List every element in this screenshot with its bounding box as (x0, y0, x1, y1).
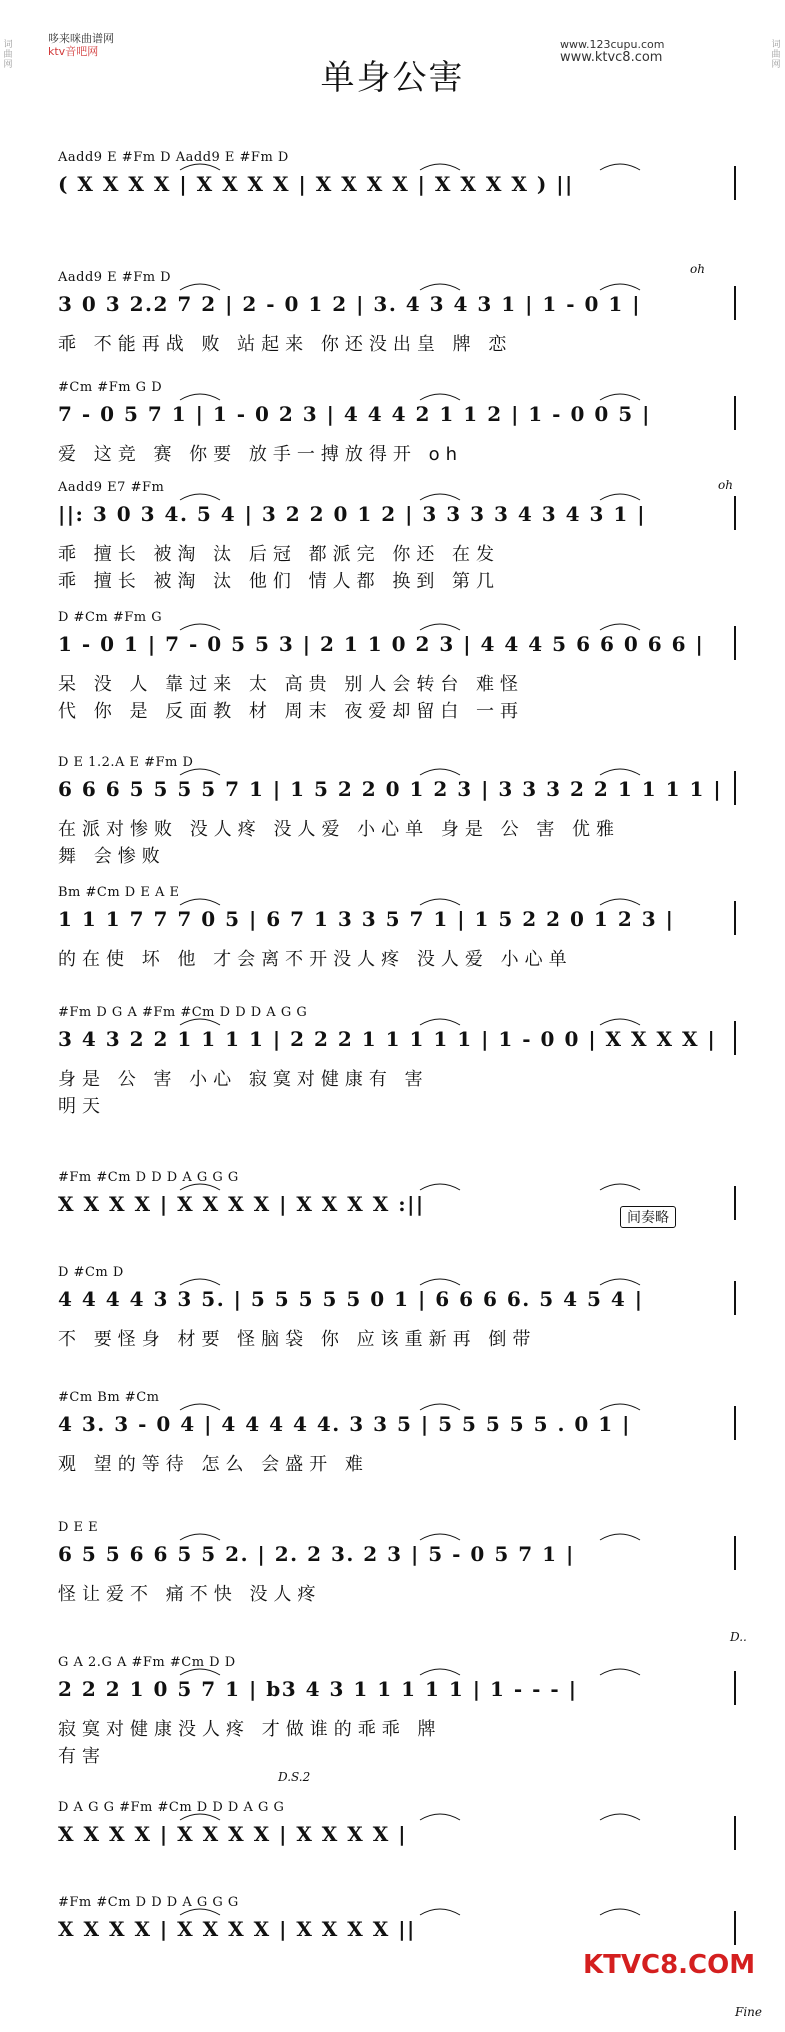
slur (600, 1909, 640, 1915)
oh-annotation-2: oh (718, 478, 733, 492)
side-watermark-strip-right (770, 40, 782, 2000)
notation-line: X X X X | X X X X | X X X X | (58, 1822, 408, 1846)
notation-line: 4 3. 3 - 0 4 | 4 4 4 4 4. 3 3 5 | 5 5 5 5 5 . 0 1 | (58, 1412, 631, 1436)
chord-line: #Fm #Cm D D D A G G G (58, 1895, 239, 1910)
lyric-line: 代 你 是 反面教 材 周末 夜爱却留白 一再 (58, 701, 525, 722)
slur (600, 624, 640, 630)
slur (420, 284, 460, 290)
slur (600, 1019, 640, 1025)
chord-line: D E 1.2.A E #Fm D (58, 755, 194, 770)
chord-line: #Cm Bm #Cm (58, 1390, 160, 1405)
lyric-line: 乖 擅长 被淘 汰 他们 情人都 换到 第几 (58, 571, 501, 592)
slur (180, 284, 220, 290)
slur (180, 1279, 220, 1285)
ktvc8-logo: KTVC8.COM (583, 1950, 756, 1980)
notation-line: 4 4 4 4 3 3 5. | 5 5 5 5 5 0 1 | 6 6 6 6. 5 4 5 4 | (58, 1287, 644, 1311)
chord-line: D #Cm D (58, 1265, 124, 1280)
chord-line: #Fm D G A #Fm #Cm D D D A G G (58, 1005, 308, 1020)
side-text: 词曲网 (3, 40, 13, 70)
slur (420, 1534, 460, 1540)
lyric-line: 身是 公 害 小心 寂寞对健康有 害 (58, 1069, 429, 1090)
notation-line: 2 2 2 1 0 5 7 1 | b3 4 3 1 1 1 1 1 | 1 - - - | (58, 1677, 578, 1701)
slur (600, 164, 640, 170)
side-text: 词曲网 (771, 40, 781, 70)
slur (600, 1404, 640, 1410)
notation-line: 3 0 3 2.2 7 2 | 2 - 0 1 2 | 3. 4 3 4 3 1 | 1 - 0 1 | (58, 292, 642, 316)
slur (180, 899, 220, 905)
notation-line: 1 1 1 7 7 7 0 5 | 6 7 1 3 3 5 7 1 | 1 5 2 2 0 1 2 3 | (58, 907, 675, 931)
slur (600, 1279, 640, 1285)
slur (600, 394, 640, 400)
chord-line: D A G G #Fm #Cm D D D A G G (58, 1800, 285, 1815)
site-name-right-1: www.123cupu.com (560, 38, 665, 51)
notation-line: X X X X | X X X X | X X X X :|| (58, 1192, 425, 1216)
chord-line: Aadd9 E7 #Fm (58, 480, 165, 495)
chord-line: #Fm #Cm D D D A G G G (58, 1170, 239, 1185)
slur (420, 769, 460, 775)
slur (600, 1534, 640, 1540)
lyric-line: 乖 擅长 被淘 汰 后冠 都派完 你还 在发 (58, 544, 501, 565)
lyric-line: 在派对惨败 没人疼 没人爱 小心单 身是 公 害 优雅 (58, 819, 621, 840)
song-title: 单身公害 (320, 58, 465, 98)
lyric-line: 舞 会惨败 (58, 846, 166, 867)
notation-line: ( X X X X | X X X X | X X X X | X X X X ) || (58, 172, 574, 196)
slur (600, 1184, 640, 1190)
site-name-left-2: ktv音吧网 (48, 45, 99, 58)
slur (420, 494, 460, 500)
slur (420, 1669, 460, 1675)
fine-mark: Fine (735, 2005, 762, 2019)
slur (180, 494, 220, 500)
slur (420, 1404, 460, 1410)
chord-line: #Cm #Fm G D (58, 380, 163, 395)
chord-line: Aadd9 E #Fm D Aadd9 E #Fm D (58, 150, 289, 165)
lyric-line: 怪让爱不 痛不快 没人疼 (58, 1584, 322, 1605)
chord-line: Bm #Cm D E A E (58, 885, 180, 900)
lyric-line: 不 要怪身 材要 怪脑袋 你 应该重新再 倒带 (58, 1329, 537, 1350)
slur (600, 1814, 640, 1820)
slur (420, 1909, 460, 1915)
lyric-line: 有害 (58, 1746, 106, 1767)
slur (420, 899, 460, 905)
slur (420, 1019, 460, 1025)
notation-line: 3 4 3 2 2 1 1 1 1 | 2 2 2 1 1 1 1 1 | 1 - 0 0 | X X X X | (58, 1027, 717, 1051)
slur (600, 769, 640, 775)
notation-line: 6 5 5 6 6 5 5 2. | 2. 2 3. 2 3 | 5 - 0 5 7 1 | (58, 1542, 575, 1566)
d-dots-mark: D.. (730, 1630, 747, 1644)
slur (600, 284, 640, 290)
notation-line: 7 - 0 5 7 1 | 1 - 0 2 3 | 4 4 4 2 1 1 2 | 1 - 0 0 5 | (58, 402, 651, 426)
lyric-line: 的在使 坏 他 才会离不开没人疼 没人爱 小心单 (58, 949, 573, 970)
slur (180, 1404, 220, 1410)
slur (180, 624, 220, 630)
lyric-line: 观 望的等待 怎么 会盛开 难 (58, 1454, 369, 1475)
interlude-box: 间奏略 (620, 1206, 676, 1228)
slur (420, 624, 460, 630)
notation-line: X X X X | X X X X | X X X X || (58, 1917, 416, 1941)
oh-annotation-1: oh (690, 262, 705, 276)
lyric-line: 明天 (58, 1096, 106, 1117)
notation-line: ||: 3 0 3 4. 5 4 | 3 2 2 0 1 2 | 3 3 3 3 4 3 4 3 1 | (58, 502, 647, 526)
slur (600, 494, 640, 500)
chord-line: D #Cm #Fm G (58, 610, 163, 625)
slur (600, 1669, 640, 1675)
site-name-left-1: 哆来咪曲谱网 (48, 32, 114, 45)
notation-line: 1 - 0 1 | 7 - 0 5 5 3 | 2 1 1 0 2 3 | 4 4 4 5 6 6 0 6 6 | (58, 632, 705, 656)
slur (420, 164, 460, 170)
notation-line: 6 6 6 5 5 5 5 7 1 | 1 5 2 2 0 1 2 3 | 3 3 3 2 2 1 1 1 1 | (58, 777, 723, 801)
lyric-line: 乖 不能再战 败 站起来 你还没出皇 牌 恋 (58, 334, 513, 355)
slur (180, 394, 220, 400)
slur (600, 899, 640, 905)
side-watermark-strip-left (2, 40, 14, 2000)
slur (420, 394, 460, 400)
slur (420, 1814, 460, 1820)
chord-line: Aadd9 E #Fm D (58, 270, 172, 285)
lyric-line: 寂寞对健康没人疼 才做谁的乖乖 牌 (58, 1719, 442, 1740)
slur (420, 1279, 460, 1285)
dal-segno-2: D.S.2 (278, 1770, 311, 1784)
chord-line: D E E (58, 1520, 99, 1535)
chord-line: G A 2.G A #Fm #Cm D D (58, 1655, 236, 1670)
lyric-line: 爱 这竞 赛 你要 放手一搏放得开 oh (58, 444, 464, 465)
lyric-line: 呆 没 人 靠过来 太 高贵 别人会转台 难怪 (58, 674, 525, 695)
slur (180, 1534, 220, 1540)
site-name-right-2: www.ktvc8.com (560, 50, 663, 65)
slur (420, 1184, 460, 1190)
